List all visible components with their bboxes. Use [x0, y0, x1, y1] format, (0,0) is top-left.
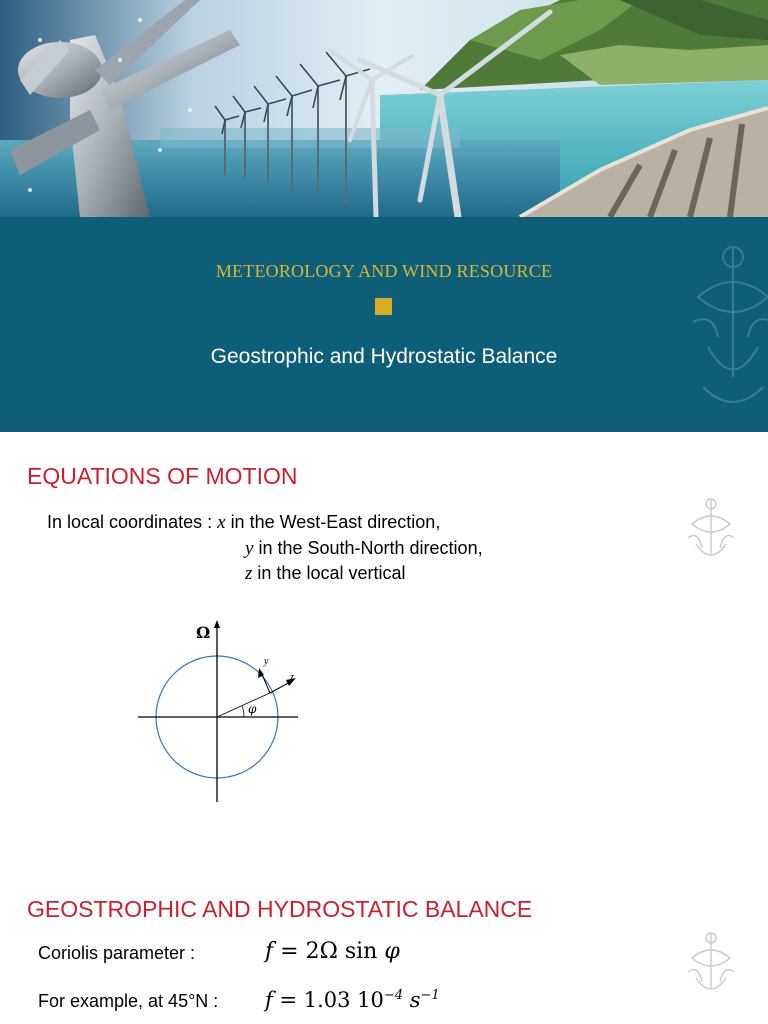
formula-phi: φ — [384, 939, 400, 964]
hero-photo — [0, 0, 768, 217]
section-heading-equations: EQUATIONS OF MOTION — [27, 463, 298, 489]
anchor-emblem-icon — [688, 227, 768, 417]
phi-label: φ — [248, 702, 257, 716]
coord-var-z: z — [245, 563, 253, 584]
coord-line-z — [245, 563, 406, 585]
title-band — [0, 217, 768, 432]
coord-line-y — [245, 538, 483, 560]
coriolis-formula — [265, 939, 400, 964]
example-exp2: −1 — [420, 988, 440, 1003]
coord-line-x — [47, 512, 440, 534]
coriolis-label: Coriolis parameter : — [38, 943, 196, 963]
formula-omega: Ω — [319, 939, 338, 964]
rotation-axis-arrow — [214, 620, 220, 628]
example-value: = 1.03 10 — [272, 988, 384, 1012]
omega-label: Ω — [196, 623, 211, 642]
y-label: y — [264, 656, 269, 667]
coord-text-z: in the local vertical — [257, 563, 406, 583]
coord-prefix: In local coordinates : — [47, 512, 213, 532]
lecture-title: Geostrophic and Hydrostatic Balance — [210, 345, 558, 368]
earth-coordinates-diagram — [130, 612, 330, 812]
anchor-emblem-icon — [682, 928, 740, 1004]
anchor-emblem-icon — [682, 494, 740, 570]
latitude-radius — [217, 692, 272, 717]
section-heading-balance: GEOSTROPHIC AND HYDROSTATIC BALANCE — [27, 896, 533, 922]
formula-eq: = 2 — [273, 939, 320, 964]
example-f: f — [265, 988, 273, 1012]
coord-text-y: in the South-North direction, — [258, 538, 483, 558]
turbine-photo-image — [0, 0, 768, 217]
z-label: z — [290, 672, 294, 683]
example-label: For example, at 45°N : — [38, 991, 219, 1011]
coord-var-x: x — [217, 512, 226, 533]
coord-var-y: y — [245, 538, 254, 559]
coord-text-x: in the West-East direction, — [230, 512, 441, 532]
formula-f: f — [265, 939, 274, 964]
course-title: METEOROLOGY AND WIND RESOURCE — [215, 261, 553, 281]
example-exp1: −4 — [383, 988, 404, 1003]
example-formula — [265, 988, 440, 1012]
phi-arc — [242, 706, 244, 717]
formula-sin: sin — [337, 939, 385, 964]
example-unit: s — [403, 988, 421, 1012]
gold-square-divider — [375, 298, 392, 315]
